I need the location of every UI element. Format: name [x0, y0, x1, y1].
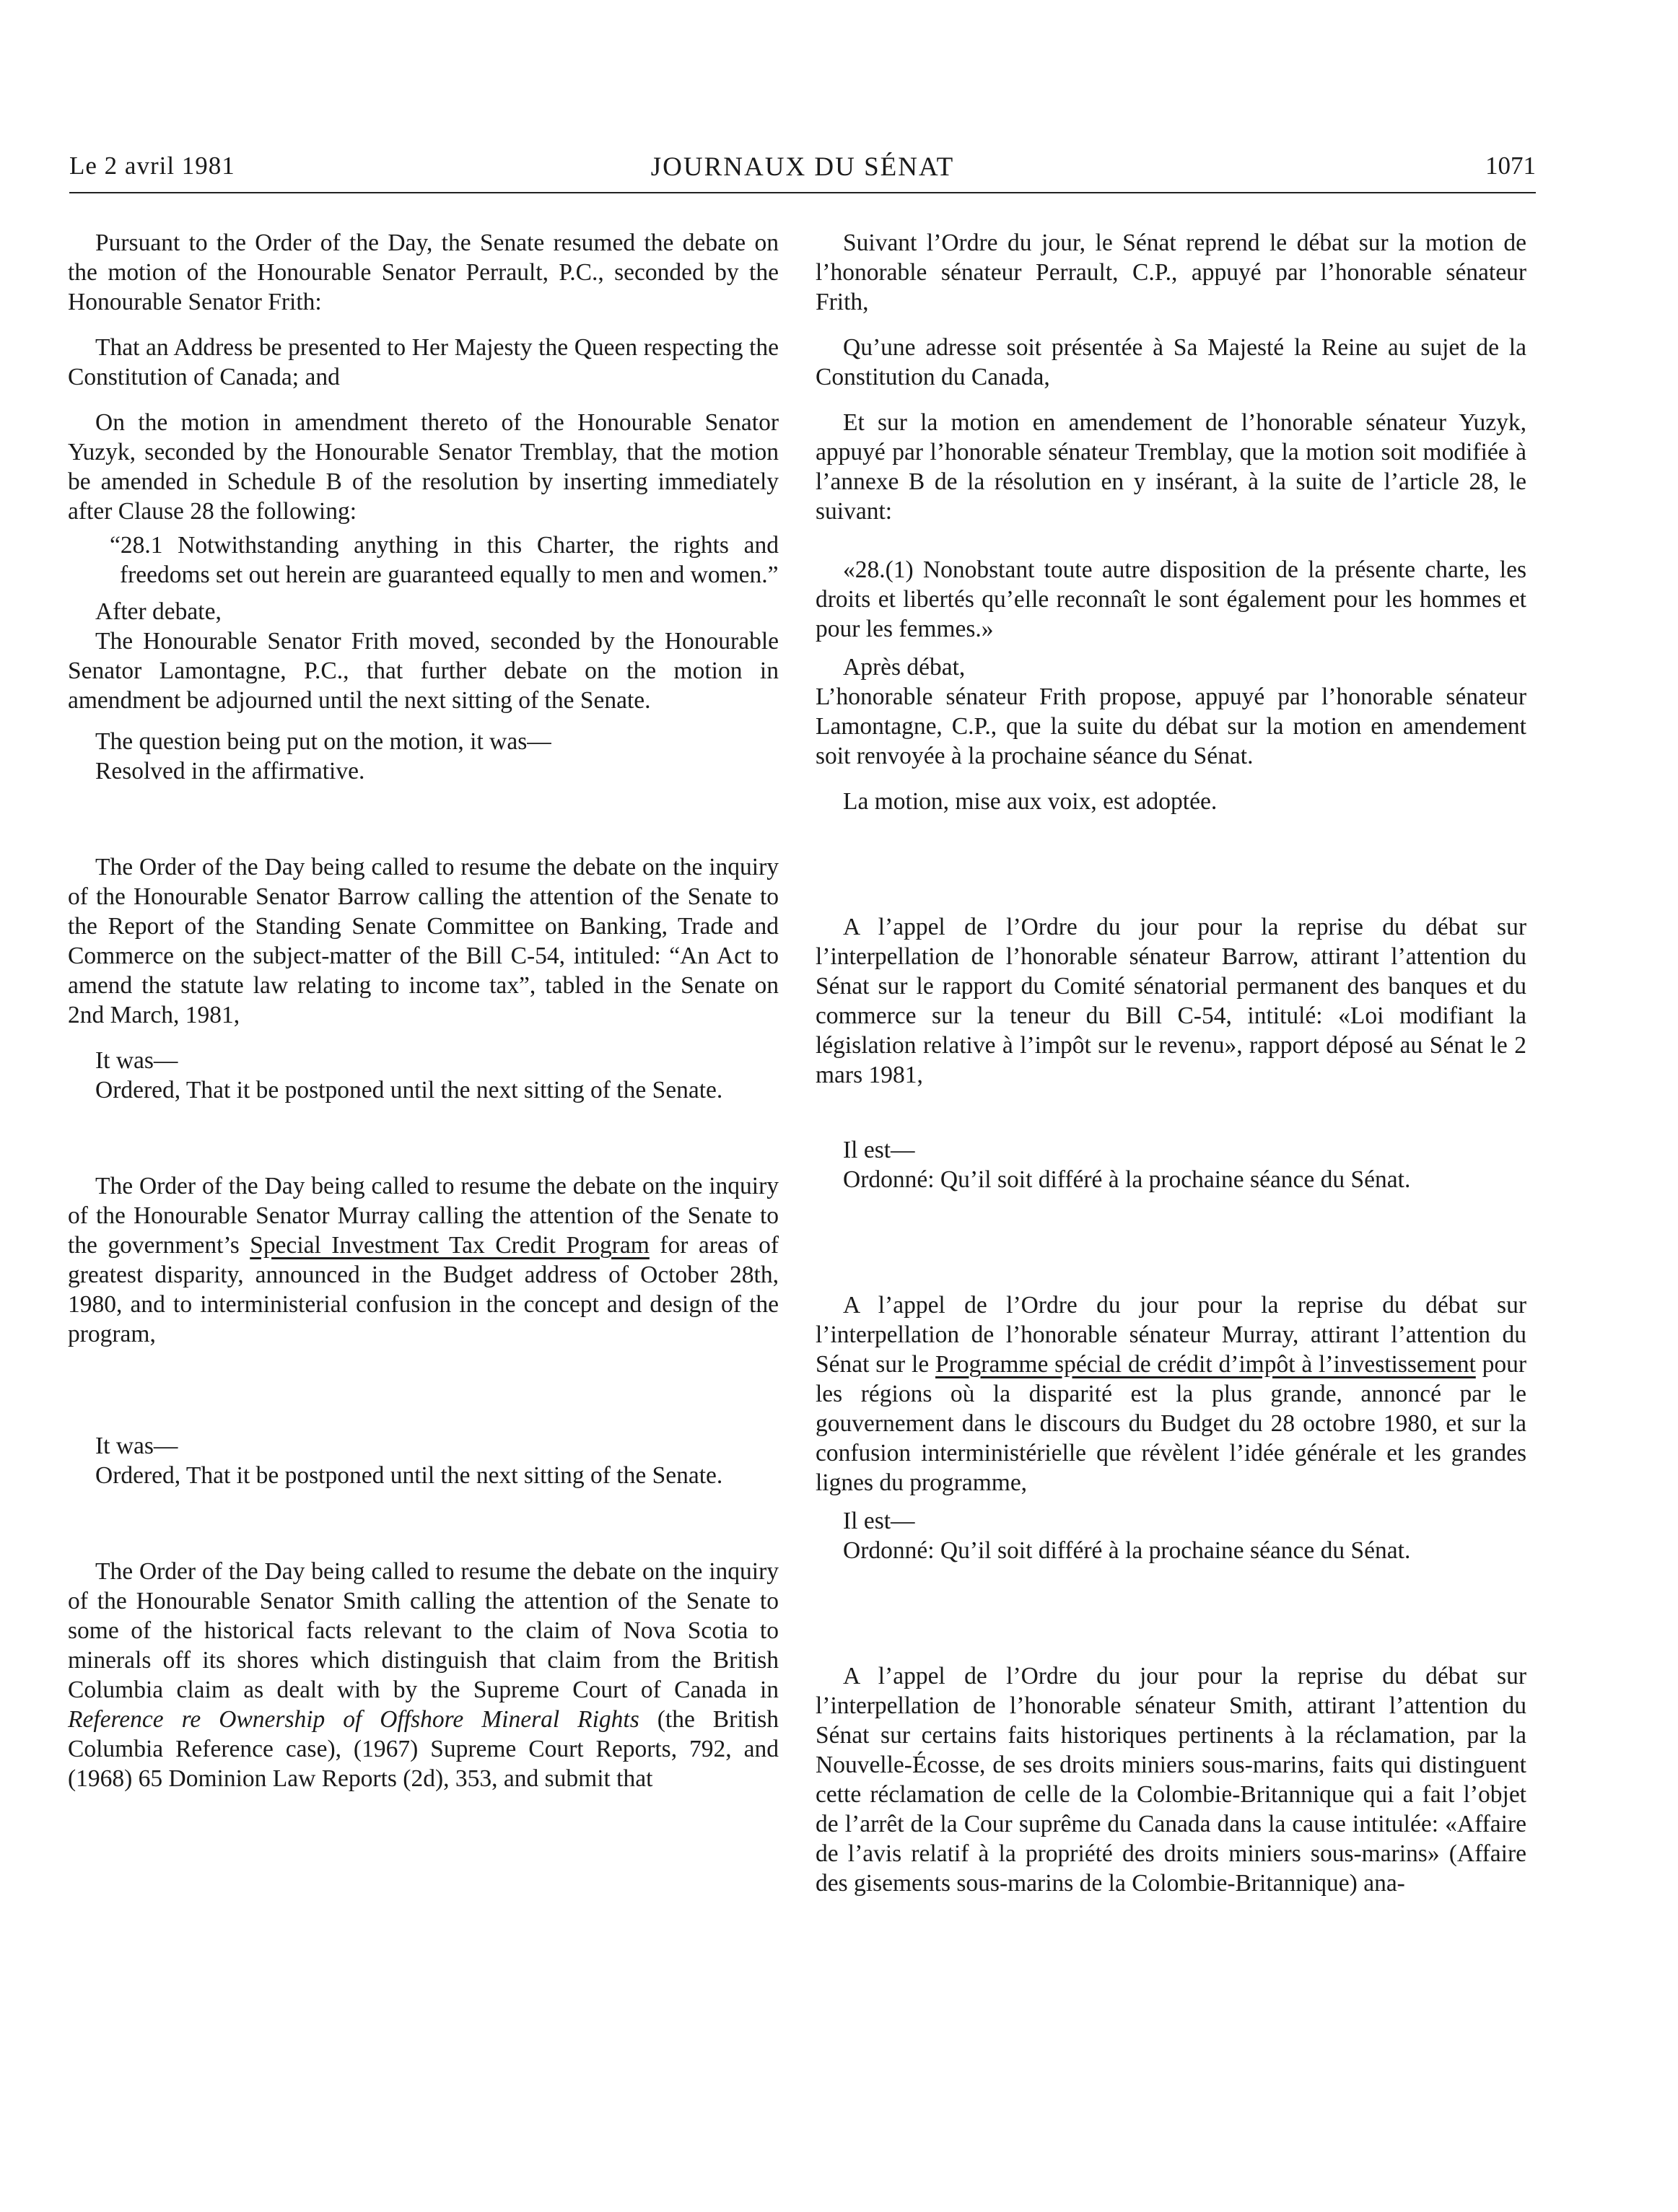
fr-s3-order	[816, 1290, 1526, 1498]
en-s3-it-was: It was—	[95, 1433, 178, 1459]
en-s1-amendment: On the motion in amendment thereto of the Honourable Senator Yuzyk, seconded by the Honourable Senator Tremblay, that the motion be amended in Schedule B of the resolution by inserting immediately after Clause 28 the following:	[68, 409, 779, 525]
en-s2-it-was: It was—	[95, 1047, 178, 1074]
fr-s2-ordonne: Ordonné: Qu’il soit différé à la prochaine séance du Sénat.	[843, 1166, 1411, 1193]
en-s3-order	[68, 1171, 779, 1349]
fr-s2-order: A l’appel de l’Ordre du jour pour la reprise du débat sur l’interpellation de l’honorable sénateur Barrow, attirant l’attention du Sénat sur le rapport du Comité sénatorial permanent des banques et du commerce sur la teneur du Bill C-54, intitulé: «Loi modifiant la législation relative à l’impôt sur le revenu», rapport déposé au Sénat le 2 mars 1981,	[816, 914, 1526, 1088]
en-s1-intro: Pursuant to the Order of the Day, the Senate resumed the debate on the motion of the Honourable Senator Perrault, P.C., seconded by the Honourable Senator Frith:	[68, 229, 779, 315]
en-s1-question: The question being put on the motion, it was—	[95, 728, 551, 755]
fr-s1-moved: L’honorable sénateur Frith propose, appuyé par l’honorable sénateur Lamontagne, C.P., que la suite du débat sur la motion en amendement soit renvoyée à la prochaine séance du Sénat.	[816, 683, 1526, 769]
en-s3-order-part2: for areas of greatest disparity, announced in the Budget address of October 28th, 1980, and to interministerial confusion in the concept and design of the program,	[68, 1232, 779, 1347]
en-s2-order: The Order of the Day being called to resume the debate on the inquiry of the Honourable Senator Barrow calling the attention of the Senate to the Report of the Standing Senate Committee on Banking, Trade and Commerce on the subject-matter of the Bill C-54, intituled: “An Act to amend the statute law relating to income tax”, tabled in the Senate on 2nd March, 1981,	[68, 854, 779, 1028]
english-column	[68, 211, 779, 1793]
running-header	[69, 152, 1536, 193]
fr-s1-quote: «28.(1) Nonobstant toute autre disposition de la présente charte, les droits et libertés qu’elle reconnaît le sont également pour les hommes et pour les femmes.»	[816, 556, 1526, 642]
en-s2-ordered: Ordered, That it be postponed until the next sitting of the Senate.	[95, 1077, 723, 1103]
header-title: JOURNAUX DU SÉNAT	[650, 152, 955, 182]
fr-s3-order-part2: pour les régions où la disparité est la plus grande, annoncé par le gouvernement dans le discours du Budget du 28 octobre 1980, et sur la confusion interministérielle que révèlent l’idée générale et les grandes lignes du programme,	[816, 1351, 1527, 1496]
en-s4-order	[68, 1557, 779, 1793]
fr-s3-ordonne: Ordonné: Qu’il soit différé à la prochaine séance du Sénat.	[843, 1537, 1411, 1564]
page-number: 1071	[1485, 152, 1536, 180]
en-s1-quote: “28.1 Notwithstanding anything in this Charter, the rights and freedoms set out herein are guaranteed equally to men and women.”	[110, 532, 779, 588]
en-s1-after-debate: After debate,	[95, 598, 222, 625]
fr-s1-adopted: La motion, mise aux voix, est adoptée.	[843, 788, 1218, 815]
en-s4-order-part2: (the British Columbia Reference case), (1967) Supreme Court Reports, 792, and (1968) 65 Dominion Law Reports (2d), 353, and submit that	[68, 1706, 779, 1792]
fr-s1-after-debate: Après débat,	[843, 654, 966, 681]
fr-s1-intro: Suivant l’Ordre du jour, le Sénat reprend le débat sur la motion de l’honorable sénateur Perrault, C.P., appuyé par l’honorable sénateur Frith,	[816, 229, 1526, 315]
french-column	[816, 211, 1526, 1898]
en-s3-order-part1: The Order of the Day being called to resume the debate on the inquiry of the Honourable Senator Murray calling the attention of the Senate to the government’s	[68, 1173, 779, 1259]
fr-s1-amendment: Et sur la motion en amendement de l’honorable sénateur Yuzyk, appuyé par l’honorable sénateur Tremblay, que la motion soit modifiée à l’annexe B de la résolution en y insérant, à la suite de l’article 28, le suivant:	[816, 409, 1526, 525]
fr-s3-program-name: Programme spécial de crédit d’impôt à l’investissement	[935, 1351, 1476, 1378]
en-s3-program-name: Special Investment Tax Credit Program	[250, 1232, 650, 1259]
fr-s3-il-est: Il est—	[843, 1508, 915, 1534]
fr-s3-order-part1: A l’appel de l’Ordre du jour pour la reprise du débat sur l’interpellation de l’honorable sénateur Murray, attirant l’attention du Sénat sur le	[816, 1292, 1526, 1378]
header-date: Le 2 avril 1981	[69, 152, 235, 180]
en-s3-ordered: Ordered, That it be postponed until the next sitting of the Senate.	[95, 1462, 723, 1489]
en-s1-resolved: Resolved in the affirmative.	[95, 758, 365, 784]
fr-s1-address: Qu’une adresse soit présentée à Sa Majesté la Reine au sujet de la Constitution du Canada,	[816, 334, 1526, 390]
fr-s4-order: A l’appel de l’Ordre du jour pour la reprise du débat sur l’interpellation de l’honorable sénateur Smith, attirant l’attention du Sénat sur certains faits historiques pertinents à la réclamation, par la Nouvelle-Écosse, de ses droits miniers sous-marins, faits qui distinguent cette réclamation de celle de la Colombie-Britannique qui a fait l’objet de l’arrêt de la Cour suprême du Canada dans la cause intitulée: «Affaire de l’avis relatif à la propriété des droits miniers sous-marins» (Affaire des gisements sous-marins de la Colombie-Britannique) ana-	[816, 1663, 1526, 1897]
en-s4-order-part1: The Order of the Day being called to resume the debate on the inquiry of the Honourable Senator Smith calling the attention of the Senate to some of the historical facts relevant to the claim of Nova Scotia to minerals off its shores which distinguish that claim from the British Columbia claim as dealt with by the Supreme Court of Canada in	[68, 1558, 779, 1703]
fr-s2-il-est: Il est—	[843, 1137, 915, 1163]
en-s4-case-title: Reference re Ownership of Offshore Mineral Rights	[68, 1706, 639, 1733]
en-s1-address: That an Address be presented to Her Majesty the Queen respecting the Constitution of Canada; and	[68, 334, 779, 390]
en-s1-moved: The Honourable Senator Frith moved, seconded by the Honourable Senator Lamontagne, P.C., that further debate on the motion in amendment be adjourned until the next sitting of the Senate.	[68, 628, 779, 714]
